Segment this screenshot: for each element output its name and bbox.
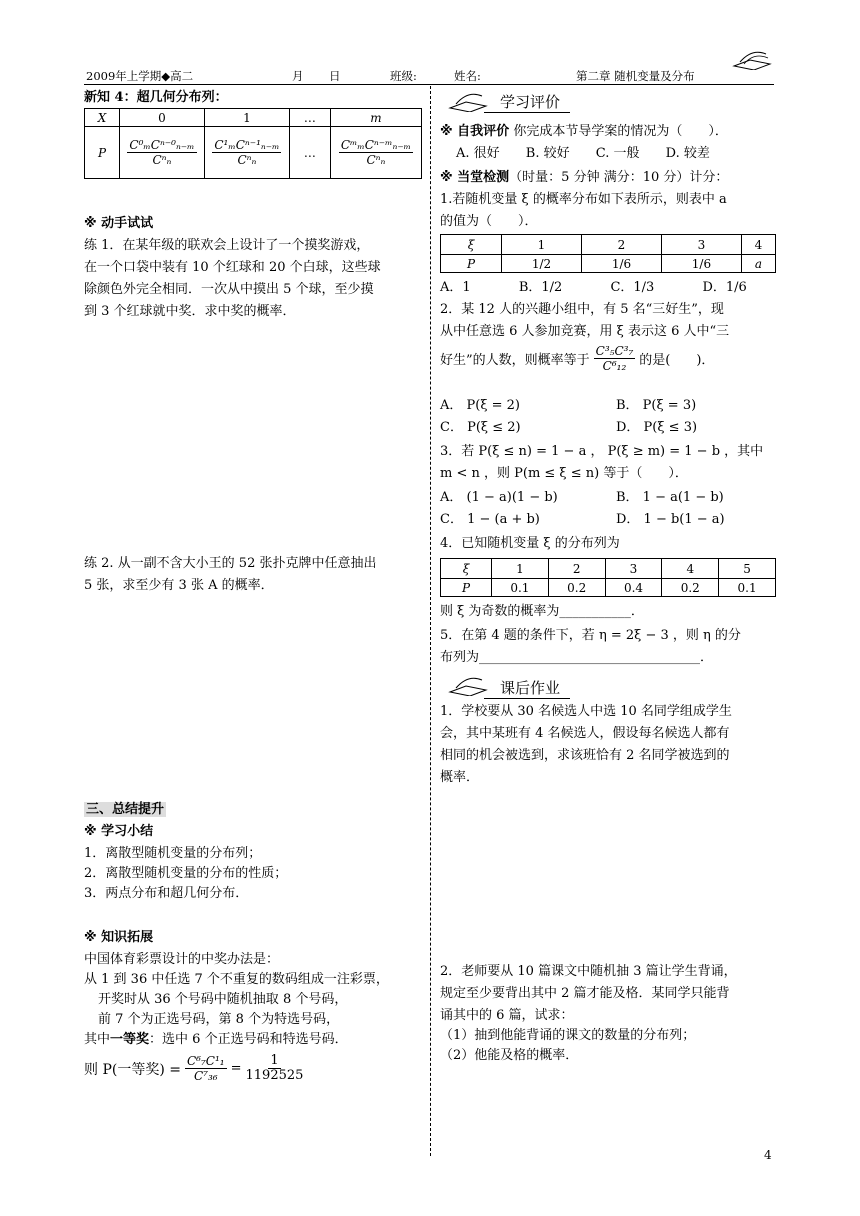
evaluation-title: 学习评价 [500,93,561,111]
self-eval-options [456,144,710,164]
formula-num2: 1 [270,1053,279,1068]
practice-heading: ※ 动手试试 [84,216,154,231]
table-cell: ξ [441,559,492,579]
summary-item: 3．两点分布和超几何分布． [84,886,249,901]
hw1-line: 相同的机会被选到，求该班恰有 2 名同学被选到的 [440,748,730,763]
table-cell: … [289,127,330,179]
q3-line: 3．若 P(ξ ≤ n) = 1 − a ， P(ξ ≥ m) = 1 − b ，其中 [440,444,764,459]
q2-option: C． P(ξ ≤ 2) [440,420,521,435]
table-cell: 1 [502,235,582,255]
test-line [440,168,728,188]
header-month: 月 [292,69,304,83]
q2-option: B． P(ξ = 3) [616,398,697,413]
ext-last-bold: 一等奖 [110,1032,150,1047]
ex1-line: 练 1．在某年级的联欢会上设计了一个摸奖游戏， [84,238,370,253]
table-cell: 0.1 [719,579,776,597]
q2-frac-num: C³₅C³₇ [595,344,634,358]
q4-line: 4．已知随机变量 ξ 的分布列为 [440,536,620,551]
table-header-x: X [85,109,120,127]
table-cell: 1/6 [581,255,661,273]
table-cell: 3 [605,559,662,579]
test-head: ※ 当堂检测 [440,170,510,185]
hw2-line: 2．老师要从 10 篇课文中随机抽 3 篇让学生背诵， [440,964,737,979]
table-cell: a [741,255,775,273]
table-cell: 0.2 [548,579,605,597]
frac-num: C⁰ₘCⁿ⁻⁰ₙ₋ₘ [129,138,195,152]
table-cell: 1/2 [502,255,582,273]
option: A．1 [440,280,471,295]
table-cell: … [289,109,330,127]
q5-line: 布列为__________________________________． [440,650,714,665]
table-cell: 2 [548,559,605,579]
title-underline [484,698,570,699]
q3-line: m < n ，则 P(m ≤ ξ ≤ n) 等于（ ）． [440,466,688,481]
frac-den: Cⁿₙ [366,153,386,167]
option: C. 一般 [595,146,640,161]
hw2-line: （2）他能及格的概率． [440,1048,579,1063]
hypergeo-table [84,108,422,179]
summary-section-label: 三、总结提升 [86,802,165,817]
table-cell: 0.2 [662,579,719,597]
table-cell: 0 [120,109,205,127]
q2-tail-b: 的是( )． [639,353,715,368]
self-eval-text: 你完成本节导学案的情况为（ ）． [513,124,728,139]
option: D. 较差 [665,146,710,161]
frac-den: Cⁿₙ [237,153,257,167]
q3-option: C． 1 − (a + b) [440,512,540,527]
table-cell: 5 [719,559,776,579]
table-cell: ξ [441,235,502,255]
q2-frac-den: C⁶₁₂ [602,359,627,373]
option: C．1/3 [610,280,655,295]
formula-num: C⁶₇C¹₁ [186,1054,225,1068]
frac-den: Cⁿₙ [152,153,172,167]
formula-eq: = [230,1061,242,1076]
test-text: （时量：5 分钟 满分：10 分）计分： [509,170,729,185]
ext-line: 前 7 个为正选号码，第 8 个为特选号码， [98,1012,340,1027]
option: B. 较好 [525,146,570,161]
header-name: 姓名: [454,69,481,83]
page-number: 4 [764,1148,772,1162]
ext-last-prefix: 其中 [84,1032,111,1047]
frac-num: CᵐₘCⁿ⁻ᵐₙ₋ₘ [340,138,412,152]
q1-line: 的值为（ ）． [440,214,538,229]
table-header-p: P [85,127,120,179]
column-divider [430,86,431,1156]
table-cell: 1/6 [661,255,741,273]
hypergeo-title: 新知 4：超几何分布列： [84,90,228,105]
ex2-line: 练 2. 从一副不含大小王的 52 张扑克牌中任意抽出 [84,556,377,571]
q2-tail-a: 好生”的人数，则概率等于 [440,353,590,368]
header-class: 班级: [390,69,417,83]
q2-line: 从中任意选 6 人参加竞赛，用 ξ 表示这 6 人中“三 [440,324,730,339]
frac-num: C¹ₘCⁿ⁻¹ₙ₋ₘ [214,138,280,152]
option: D．1/6 [702,280,747,295]
lottery-formula [84,1054,303,1083]
header-chapter: 第二章 随机变量及分布 [576,69,695,83]
summary-item: 2．离散型随机变量的分布的性质； [84,866,288,881]
table-cell: 0.1 [492,579,549,597]
table-cell: 2 [581,235,661,255]
title-underline [484,112,570,113]
hw1-line: 概率． [440,770,480,785]
table-cell: 1 [492,559,549,579]
header-day: 日 [329,69,341,83]
table-cell: 1 [204,109,289,127]
ex1-line: 到 3 个红球就中奖．求中奖的概率． [84,304,296,319]
formula-den: C⁷₃₆ [193,1069,218,1083]
ext-line: 开奖时从 36 个号码中随机抽取 8 个号码， [98,992,348,1007]
hw2-line: 规定至少要背出其中 2 篇才能及格．某同学只能背 [440,986,730,1001]
q1-table [440,234,776,273]
q3-option: D． 1 − b(1 − a) [616,512,725,527]
hw1-line: 1．学校要从 30 名候选人中选 10 名同学组成学生 [440,704,732,719]
ex1-line: 除颜色外完全相同．一次从中摸出 5 个球，至少摸 [84,282,374,297]
q1-options [440,278,747,298]
summary-sub1: ※ 学习小结 [84,824,154,839]
q4-table [440,558,776,597]
q1-line: 1.若随机变量 ξ 的概率分布如下表所示，则表中 a [440,192,727,207]
book-icon [730,48,774,70]
self-eval-head: ※ 自我评价 [440,124,510,139]
table-cell: 4 [741,235,775,255]
ext-last-suffix: ：选中 6 个正选号码和特选号码． [149,1032,348,1047]
summary-item: 1．离散型随机变量的分布列； [84,846,262,861]
q4-tail: 则 ξ 为奇数的概率为___________． [440,604,644,619]
table-cell: 3 [661,235,741,255]
hw2-line: （1）抽到他能背诵的课文的数量的分布列； [440,1028,696,1043]
q3-option: A． (1 − a)(1 − b) [440,490,558,505]
book-icon [446,674,490,696]
table-cell: m [330,109,421,127]
table-cell [120,127,205,179]
table-cell [330,127,421,179]
table-cell: P [441,579,492,597]
table-cell: P [441,255,502,273]
q5-line: 5．在第 4 题的条件下，若 η = 2ξ − 3 ，则 η 的分 [440,628,741,643]
ext-line: 中国体育彩票设计的中奖办法是： [84,952,280,967]
option: A. 很好 [456,146,500,161]
ex2-line: 5 张，求至少有 3 张 A 的概率． [84,578,274,593]
q2-option: A． P(ξ = 2) [440,398,520,413]
ex1-line: 在一个口袋中装有 10 个红球和 20 个白球，这些球 [84,260,381,275]
summary-sub2: ※ 知识拓展 [84,930,154,945]
homework-title: 课后作业 [500,679,561,697]
hw2-line: 诵其中的 6 篇，试求： [440,1008,574,1023]
ext-line: 从 1 到 36 中任选 7 个不重复的数码组成一注彩票， [84,972,389,987]
hw1-line: 会，其中某班有 4 名候选人，假设每名候选人都有 [440,726,730,741]
q2-line: 2．某 12 人的兴趣小组中，有 5 名“三好生”，现 [440,302,724,317]
formula-den2: 1192525 [245,1068,304,1083]
book-icon [446,90,490,112]
q2-option: D． P(ξ ≤ 3) [616,420,698,435]
q2-formula-line [440,344,714,373]
self-eval-line [440,122,728,142]
table-cell: 0.4 [605,579,662,597]
table-cell: 4 [662,559,719,579]
option: B．1/2 [518,280,563,295]
summary-section [84,800,166,820]
table-cell [204,127,289,179]
header-term: 2009年上学期◆高二 [86,69,194,83]
page-header [84,66,774,85]
ext-last-line [84,1030,348,1050]
formula-prefix: 则 P(一等奖) = [84,1061,181,1078]
q3-option: B． 1 − a(1 − b) [616,490,724,505]
